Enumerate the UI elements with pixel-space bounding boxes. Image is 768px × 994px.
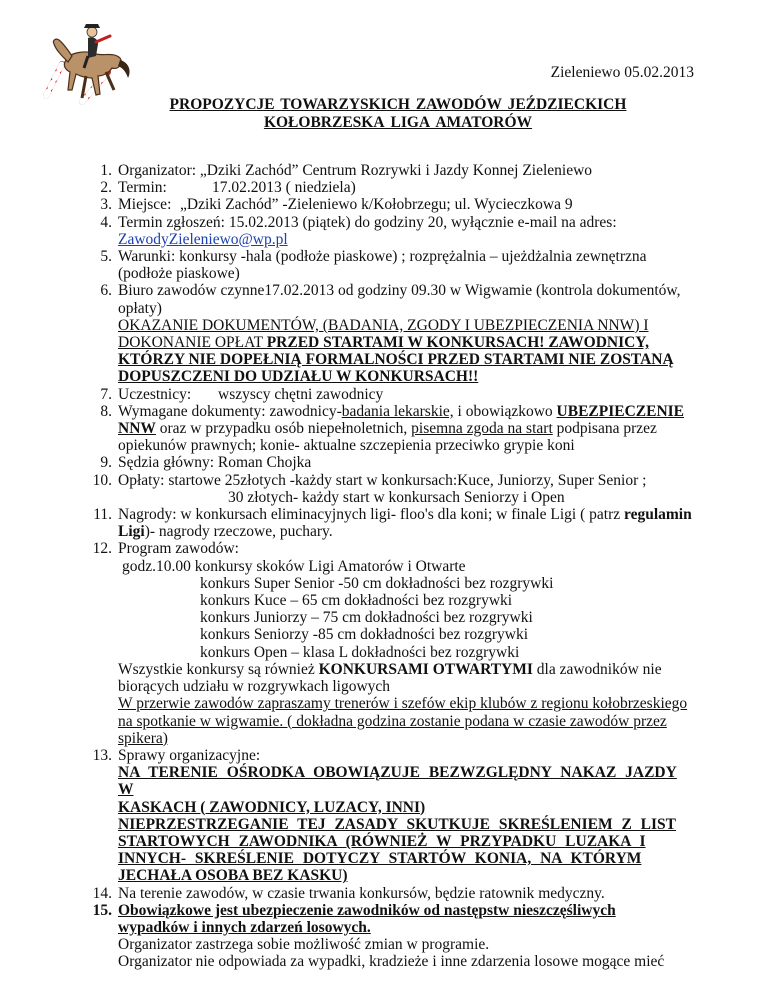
list-item: 5. Warunki: konkursy -hala (podłoże piaskowe) ; rozprężalnia – ujeżdżalnia zewnętrzna (podłoże piaskowe) [100,248,647,283]
list-item: 7. Uczestnicy: wszyscy chętni zawodnicy [100,385,384,403]
list-item: 12. Program zawodów: godz.10.00 konkursy skoków Ligi Amatorów i Otwarte konkurs Super Senior -50 cm dokładności bez rozgrywki konkurs Kuce – 65 cm dokładności bez rozgrywki konkurs Juniorzy – 75 cm dokładności bez rozgrywki konkurs Seniorzy -85 cm dokładności bez rozgrywki konkurs Open – klasa L dokładności bez rozgrywki Wszystkie konkursy są również KONKURSAMI OTWARTYMI dla zawodników nie biorących udziału w rozgrywkach ligowych W przerwie zawodów zapraszamy trenerów i szefów ekip klubów z regionu kołobrzeskiego na spotkanie w wigwamie. ( dokładna godzina zostanie podana w czasie zawodów przez spikera) [92,540,688,747]
list-item: 6. Biuro zawodów czynne17.02.2013 od godziny 09.30 w Wigwamie (kontrola dokumentów, opłaty) OKAZANIE DOKUMENTÓW, (BADANIA, ZGODY I UBEZPIECZENIA NNW) I DOKONANIE OPŁAT PRZED STARTAMI W KONKURSACH! ZAWODNICY, KTÓRZY NIE DOPEŁNIĄ FORMALNOŚCI PRZED STARTAMI NIE ZOSTANĄ DOPUSZCZENI DO UDZIAŁU W KONKURSACH!! [100,282,681,386]
list-item: 11. Nagrody: w konkursach eliminacyjnych ligi- floo's dla koni; w finale Ligi ( patrz regulamin Ligi)- nagrody rzeczowe, puchary. [93,506,692,541]
list-item: 1. Organizator: „Dziki Zachód” Centrum Rozrywki i Jazdy Konnej Zieleniewo [100,162,593,179]
list-item: 15. Obowiązkowe jest ubezpieczenie zawodników od następstw nieszczęśliwych wypadków i innych zdarzeń losowych. Organizator zastrzega sobie możliwość zmian w programie. Organizator nie odpowiada za wypadki, kradzieże i inne zdarzenia losowe mogące mieć [92,901,665,971]
list-item: 8. Wymagane dokumenty: zawodnicy-badania lekarskie, i obowiązkowo UBEZPIECZENIE NNW oraz w przypadku osób niepełnoletnich, pisemna zgoda na start podpisana przez opiekunów prawnych; konie- aktualne szczepienia przeciwko grypie koni [100,402,685,455]
document-date: Zieleniewo 05.02.2013 [550,64,694,81]
list-item: 9. Sędzia główny: Roman Chojka [100,454,312,472]
email-link[interactable]: ZawodyZieleniewo@wp.pl [118,230,288,248]
list-item: 2. Termin: 17.02.2013 ( niedziela) [100,179,356,197]
list-item: 10. Opłaty: startowe 25złotych -każdy start w konkursach:Kuce, Juniorzy, Super Senior ; 30 złotych- każdy start w konkursach Seniorzy i Open [92,471,647,506]
list-item: 3. Miejsce: „Dziki Zachód” -Zieleniewo k/Kołobrzegu; ul. Wycieczkowa 9 [100,196,573,214]
list-item: 4. Termin zgłoszeń: 15.02.2013 (piątek) do godziny 20, wyłącznie e-mail na adres: ZawodyZieleniewo@wp.pl [100,213,617,248]
document-title: PROPOZYCJE TOWARZYSKICH ZAWODÓW JEŹDZIECKICH [169,96,627,113]
list-item: 13. Sprawy organizacyjne: NA TERENIE OŚRODKA OBOWIĄZUJE BEZWZGLĘDNY NAKAZ JAZDY W KASKACH ( ZAWODNICY, LUZACY, INNI) NIEPRZESTRZEGANIE TEJ ZASADY SKUTKUJE SKREŚLENIEM Z LIST STARTOWYCH ZAWODNIKA (RÓWNIEŻ W PRZYPADKU LUZAKA I INNYCH- SKREŚLENIE DOTYCZY STARTÓW KONIA, NA KTÓRYM JECHAŁA OSOBA BEZ KASKU) [92,746,677,885]
rules-list [92,162,698,971]
document-subtitle: KOŁOBRZESKA LIGA AMATORÓW [263,114,533,131]
list-item: 14. Na terenie zawodów, w czasie trwania konkursów, będzie ratownik medyczny. [92,884,605,902]
